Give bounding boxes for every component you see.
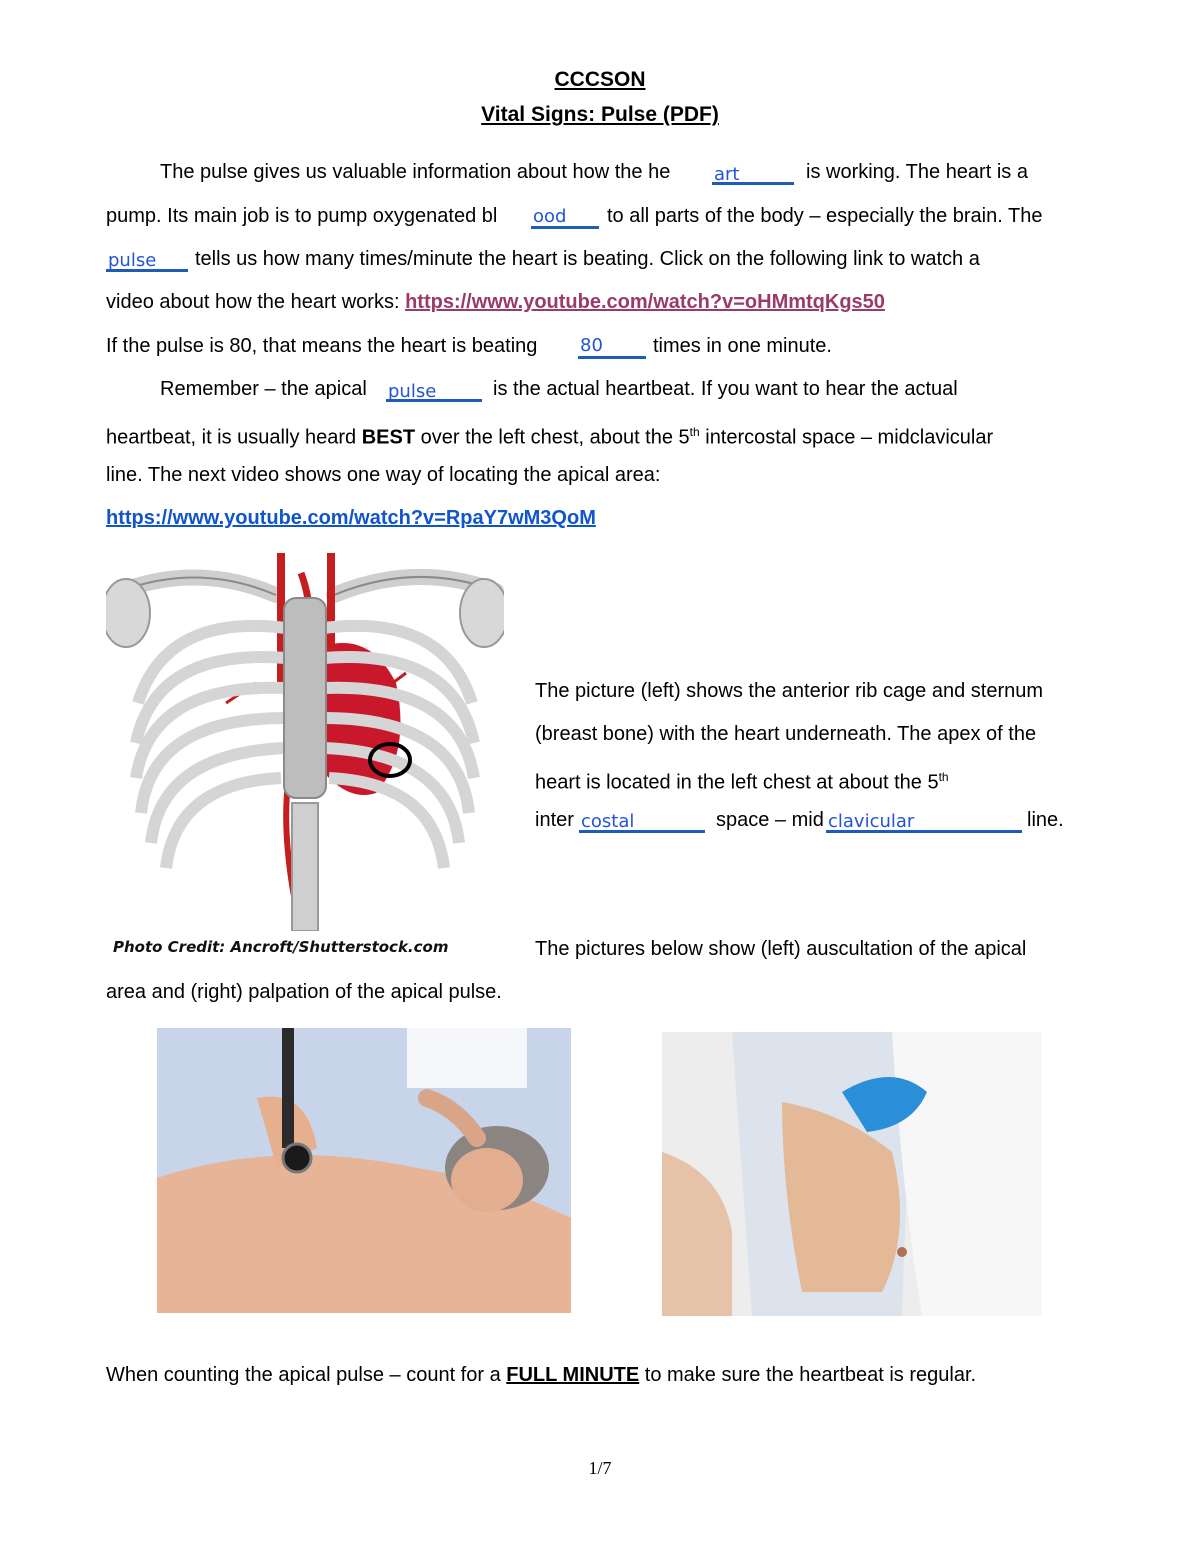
para1-line1b: is working. The heart is a xyxy=(806,161,1028,183)
para2-best: BEST xyxy=(361,426,416,449)
para2-line2a: heartbeat, it is usually heard xyxy=(106,426,362,449)
para2-line1b: is the actual heartbeat. If you want to hear the actual xyxy=(493,378,958,400)
side-line4c: line. xyxy=(1027,809,1064,831)
fill-apical-pulse: pulse xyxy=(388,381,437,402)
school-name: CCCSON xyxy=(554,68,646,91)
photo-credit: Photo Credit: Ancroft/Shutterstock.com xyxy=(113,938,449,956)
para1-line4a: video about how the heart works: xyxy=(106,291,406,313)
para2-line2b: over the left chest, about the 5 xyxy=(415,426,690,449)
fill-costal: costal xyxy=(581,811,635,832)
para2-sup: th xyxy=(689,425,700,439)
rib-cage-illustration xyxy=(106,553,504,931)
page-number: 1/7 xyxy=(588,1458,612,1478)
auscultation-photo xyxy=(157,1028,571,1313)
fill-clavicular: clavicular xyxy=(828,811,915,832)
para4-a: When counting the apical pulse – count for a xyxy=(106,1364,507,1386)
fill-blood: ood xyxy=(533,206,567,227)
para1-line5b: times in one minute. xyxy=(653,335,832,357)
side-line3a: heart is located in the left chest at about the 5 xyxy=(535,771,939,794)
palpation-photo xyxy=(662,1032,1042,1316)
para4-b: to make sure the heartbeat is regular. xyxy=(639,1364,977,1386)
para1-line3b: tells us how many times/minute the heart is beating. Click on the following link to watch a xyxy=(195,248,980,270)
page-title: Vital Signs: Pulse (PDF) xyxy=(481,103,719,126)
para1-line1a: The pulse gives us valuable information about how the he xyxy=(160,161,671,183)
side-line4a: inter xyxy=(535,809,574,831)
fill-80: 80 xyxy=(580,335,603,356)
para2-line2c: intercostal space – midclavicular xyxy=(699,426,994,449)
para2-line2 xyxy=(106,420,993,450)
side-line4b: space – mid xyxy=(716,809,824,831)
fill-pulse: pulse xyxy=(108,250,157,271)
para1-line2a: pump. Its main job is to pump oxygenated bl xyxy=(106,205,498,227)
palpation-illustration xyxy=(662,1032,1042,1316)
para4-line xyxy=(106,1363,976,1387)
para1-line4 xyxy=(106,290,885,314)
para4-full-minute: FULL MINUTE xyxy=(506,1364,640,1386)
side-line2: (breast bone) with the heart underneath. The apex of the xyxy=(535,723,1037,745)
side-line1: The picture (left) shows the anterior rib cage and sternum xyxy=(535,680,1044,702)
para1-line5a: If the pulse is 80, that means the heart is beating xyxy=(106,335,538,357)
para2-line3: line. The next video shows one way of locating the apical area: xyxy=(106,464,661,486)
para1-line2b: to all parts of the body – especially the brain. The xyxy=(607,205,1043,227)
side-sup: th xyxy=(938,770,949,784)
auscultation-illustration xyxy=(157,1028,571,1313)
fill-heart: art xyxy=(714,164,740,185)
para3-line1: The pictures below show (left) auscultation of the apical xyxy=(535,938,1027,960)
para3-line2: area and (right) palpation of the apical pulse. xyxy=(106,981,502,1003)
video-link-heart[interactable]: https://www.youtube.com/watch?v=oHMmtqKgs50 xyxy=(405,291,885,313)
video-link-apical-text[interactable]: https://www.youtube.com/watch?v=RpaY7wM3QoM xyxy=(106,507,596,529)
side-line3 xyxy=(535,765,949,795)
rib-cage-figure xyxy=(106,553,504,931)
video-link-apical[interactable] xyxy=(106,506,596,530)
para2-line1a: Remember – the apical xyxy=(160,378,367,400)
